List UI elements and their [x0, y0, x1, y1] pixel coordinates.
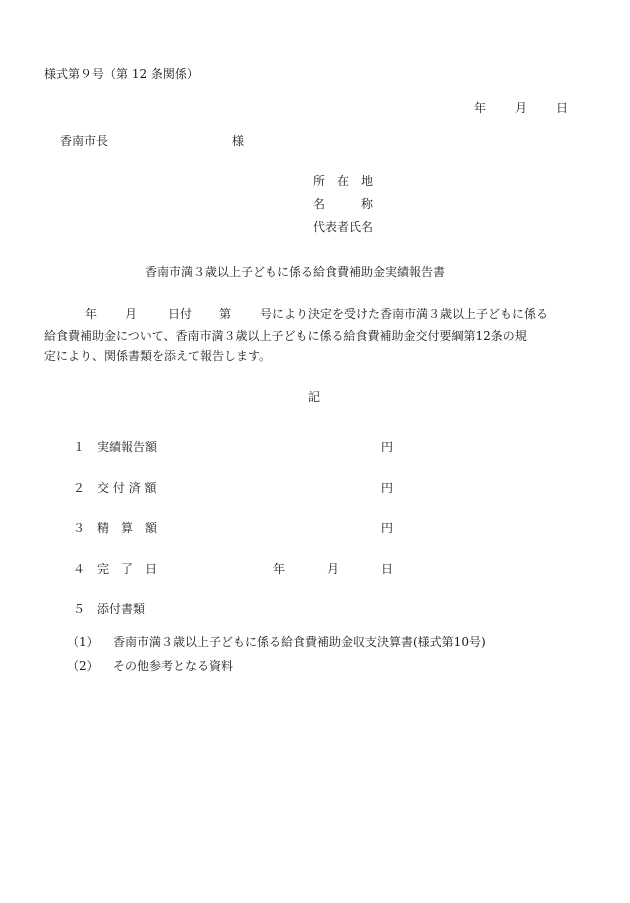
attachment-number: （2） — [67, 659, 99, 673]
form-number: 様式第９号（第 12 条関係） — [44, 67, 199, 81]
item-unit: 円 — [381, 521, 394, 535]
item-number: ２ — [73, 481, 86, 495]
body-day: 日付 — [168, 307, 193, 321]
date-month: 月 — [515, 101, 528, 115]
item-number: ４ — [73, 562, 86, 576]
item-label: 交 付 済 額 — [97, 481, 157, 495]
document-title: 香南市満３歳以上子どもに係る給食費補助金実績報告書 — [145, 265, 446, 279]
body-month: 月 — [125, 307, 138, 321]
item-unit: 円 — [381, 481, 394, 495]
addressee-honorific: 様 — [232, 134, 245, 148]
body-no: 第 — [219, 307, 232, 321]
addressee-name: 香南市長 — [60, 134, 109, 148]
item-number: ５ — [73, 602, 86, 616]
body-line3: 定により、関係書類を添えて報告します。 — [44, 349, 272, 363]
item-unit: 円 — [381, 440, 394, 454]
representative-label: 代表者氏名 — [313, 220, 374, 234]
item-label: 添付書類 — [97, 602, 146, 616]
item-number: ３ — [73, 521, 86, 535]
item-label: 完 了 日 — [97, 562, 158, 576]
completion-month: 月 — [327, 562, 340, 576]
date-year: 年 — [474, 101, 487, 115]
completion-year: 年 — [273, 562, 286, 576]
body-line1-rest: 号により決定を受けた香南市満３歳以上子どもに係る — [260, 307, 549, 321]
item-number: １ — [73, 440, 86, 454]
body-year: 年 — [85, 307, 98, 321]
item-label: 精 算 額 — [97, 521, 158, 535]
name-label: 名 称 — [313, 197, 374, 211]
attachment-number: （1） — [67, 635, 99, 649]
address-label: 所 在 地 — [313, 174, 374, 188]
attachment-text: その他参考となる資料 — [113, 659, 234, 673]
attachment-text: 香南市満３歳以上子どもに係る給食費補助金収支決算書(様式第10号) — [113, 635, 486, 649]
body-line2: 給食費補助金について、香南市満３歳以上子どもに係る給食費補助金交付要綱第12条の規 — [44, 329, 527, 343]
ki-heading: 記 — [308, 390, 321, 404]
item-label: 実績報告額 — [97, 440, 158, 454]
completion-day: 日 — [381, 562, 394, 576]
date-day: 日 — [556, 101, 569, 115]
